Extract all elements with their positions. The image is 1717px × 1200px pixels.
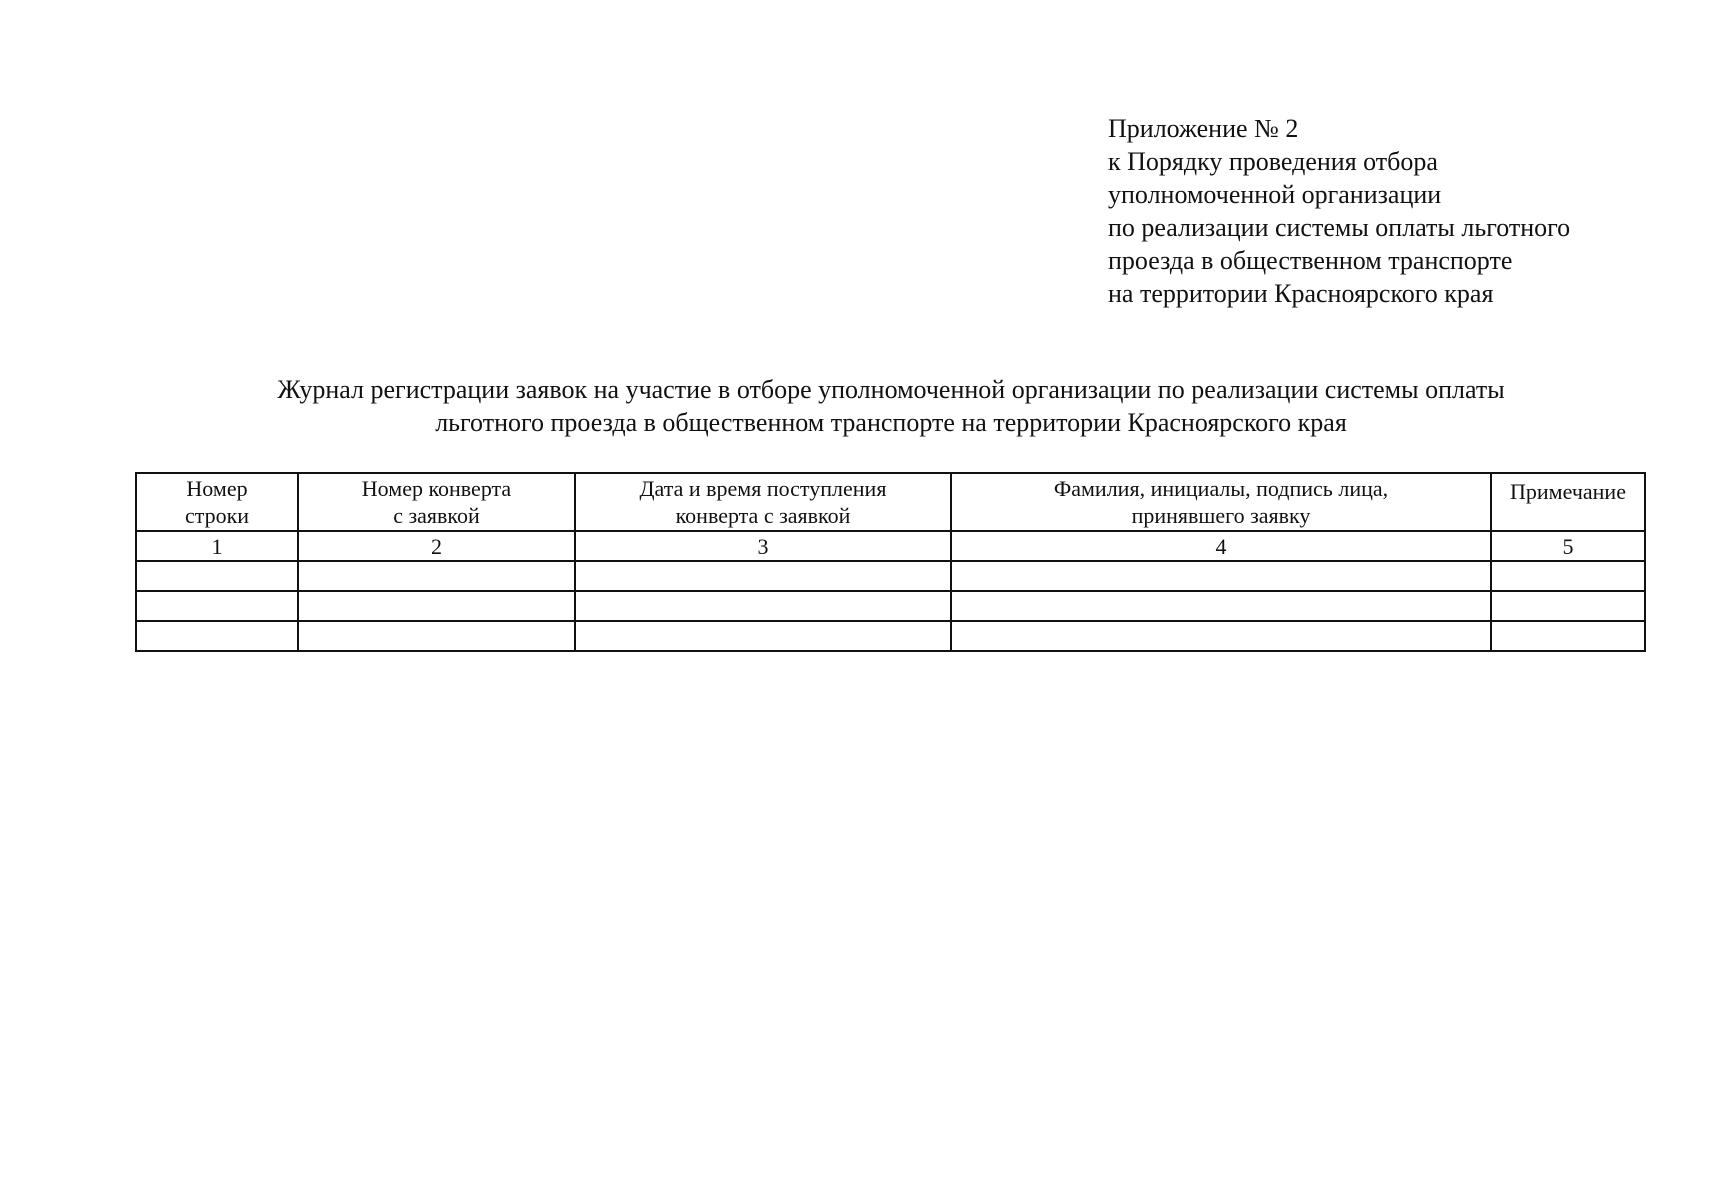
appendix-block (1108, 112, 1570, 310)
document-title-line-1: Журнал регистрации заявок на участие в отборе уполномоченной организации по реализации системы оплаты (277, 375, 1505, 404)
table-cell (951, 561, 1491, 591)
appendix-line-5: проезда в общественном транспорте (1108, 246, 1513, 275)
table-cell (136, 561, 298, 591)
header-cell-text: Фамилия, инициалы, подпись лица, (1053, 476, 1389, 501)
header-cell-text: Номер (186, 476, 248, 501)
header-cell-text: Номер конверта (361, 476, 512, 501)
table-cell (951, 621, 1491, 651)
appendix-line-1: Приложение № 2 (1108, 114, 1299, 143)
table-cell (951, 591, 1491, 621)
table-header-row (136, 473, 1645, 531)
table-column-number-row (136, 531, 1645, 561)
table-cell (575, 621, 951, 651)
table-cell (575, 561, 951, 591)
column-number-cell: 1 (136, 531, 298, 561)
appendix-line-6: на территории Красноярского края (1108, 279, 1494, 308)
table-cell (575, 591, 951, 621)
appendix-line-2: к Порядку проведения отбора (1108, 147, 1438, 176)
header-cell-text: строки (184, 503, 250, 528)
table-cell (1491, 591, 1645, 621)
column-number-cell: 2 (298, 531, 575, 561)
table-cell (298, 591, 575, 621)
table-row (136, 591, 1645, 621)
header-cell-text: конверта с заявкой (675, 503, 851, 528)
document-title (136, 373, 1646, 439)
header-cell-envelope-number (298, 473, 575, 531)
table-cell (1491, 621, 1645, 651)
registration-journal-table (135, 472, 1646, 652)
header-cell-received-datetime (575, 473, 951, 531)
table-row (136, 621, 1645, 651)
table-cell (136, 621, 298, 651)
header-cell-text: принявшего заявку (1131, 503, 1311, 528)
appendix-line-3: уполномоченной организации (1108, 180, 1442, 209)
table-row (136, 561, 1645, 591)
column-number-cell: 3 (575, 531, 951, 561)
table-cell (298, 621, 575, 651)
header-cell-text: Примечание (1510, 478, 1626, 504)
header-cell-text: с заявкой (393, 503, 480, 528)
header-cell-row-number (136, 473, 298, 531)
header-cell-text: Дата и время поступления (639, 476, 887, 501)
table-cell (1491, 561, 1645, 591)
table-cell (298, 561, 575, 591)
table-cell (136, 591, 298, 621)
appendix-line-4: по реализации системы оплаты льготного (1108, 213, 1571, 242)
header-cell-receiver-name (951, 473, 1491, 531)
document-title-line-2: льготного проезда в общественном транспорте на территории Красноярского края (435, 408, 1347, 437)
column-number-cell: 5 (1491, 531, 1645, 561)
header-cell-note (1491, 473, 1645, 531)
column-number-cell: 4 (951, 531, 1491, 561)
